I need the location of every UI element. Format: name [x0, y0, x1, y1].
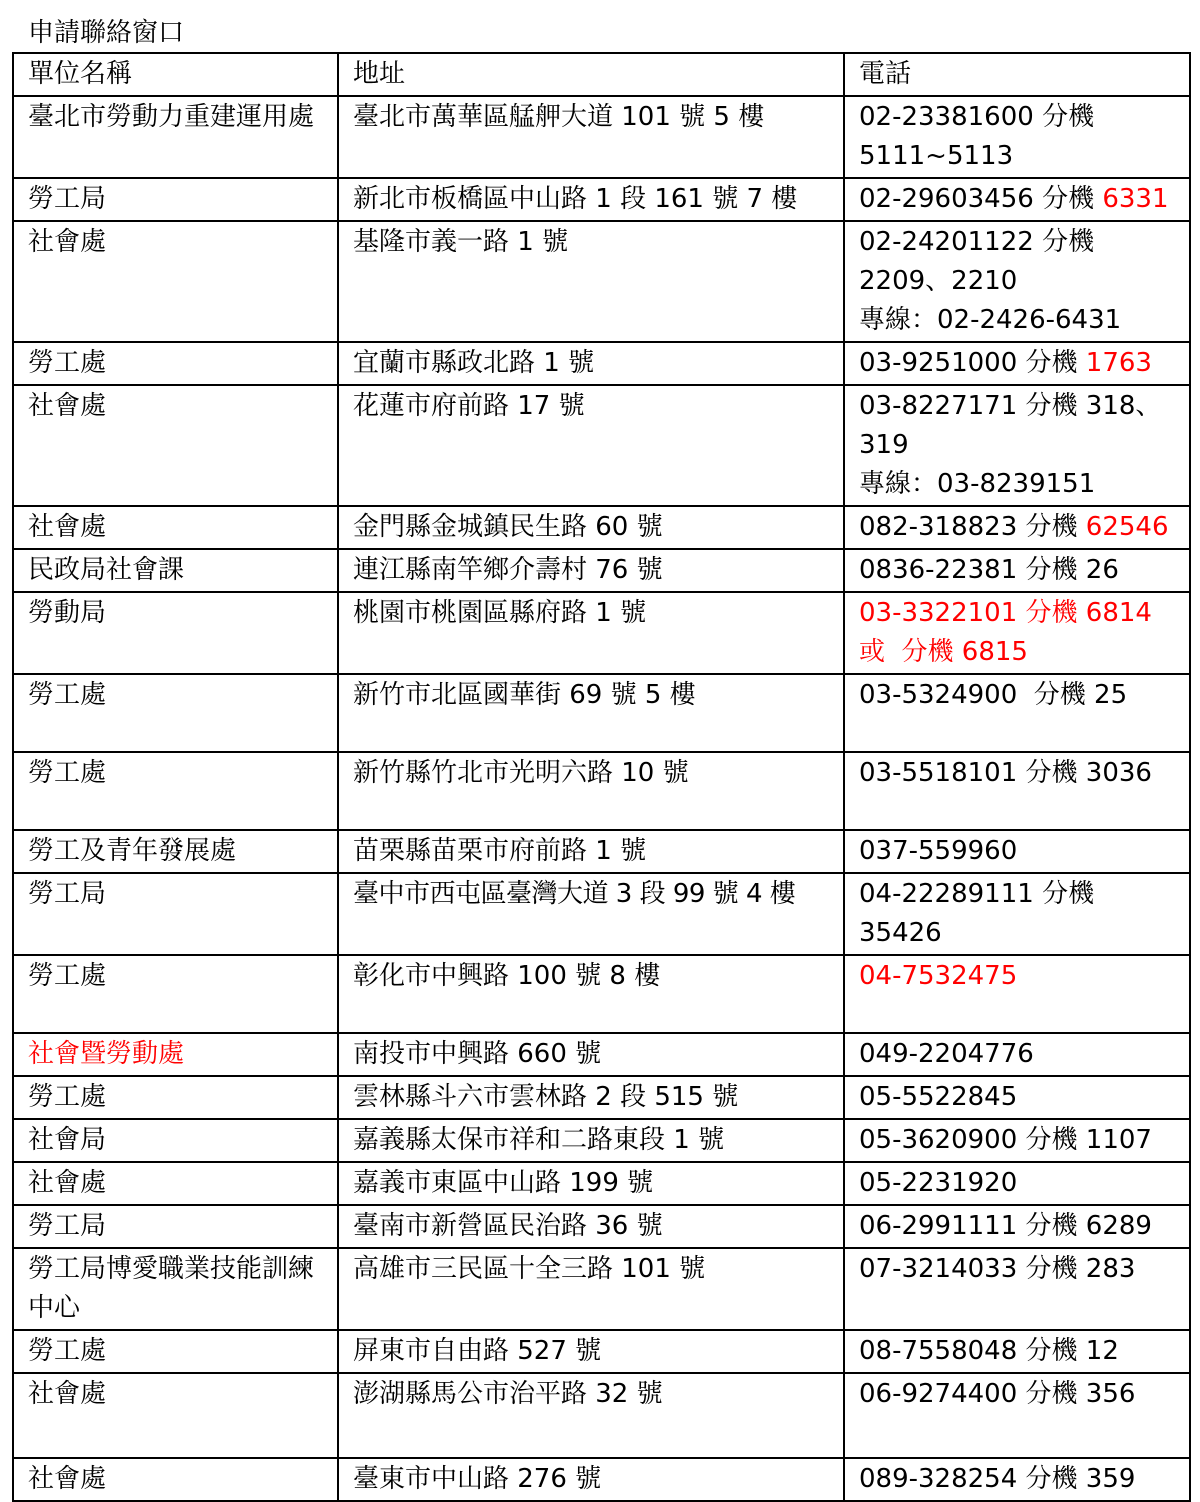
header-unit: 單位名稱	[13, 53, 338, 96]
table-row	[13, 1033, 1190, 1076]
phone-line: 08-7558048 分機 12	[859, 1336, 1119, 1366]
address-cell: 臺東市中山路 276 號	[338, 1458, 844, 1501]
phone-line: 06-2991111 分機 6289	[859, 1211, 1152, 1241]
unit-cell: 勞動局	[13, 592, 338, 674]
unit-cell: 勞工局博愛職業技能訓練中心	[13, 1248, 338, 1330]
address-cell: 嘉義市東區中山路 199 號	[338, 1162, 844, 1205]
unit-cell: 勞工處	[13, 1330, 338, 1373]
phone-line: 05-3620900 分機 1107	[859, 1125, 1152, 1155]
table-row	[13, 752, 1190, 830]
address-cell: 雲林縣斗六市雲林路 2 段 515 號	[338, 1076, 844, 1119]
phone-line: 037-559960	[859, 836, 1018, 866]
header-phone: 電話	[844, 53, 1190, 96]
phone-cell	[844, 342, 1190, 385]
phone-hotline: 專線：02-2426-6431	[859, 305, 1122, 335]
phone-cell	[844, 96, 1190, 178]
address-cell: 臺中市西屯區臺灣大道 3 段 99 號 4 樓	[338, 873, 844, 955]
table-row	[13, 178, 1190, 221]
phone-cell	[844, 1248, 1190, 1330]
phone-line-highlight: 04-7532475	[859, 961, 1018, 991]
address-cell: 澎湖縣馬公市治平路 32 號	[338, 1373, 844, 1458]
unit-cell: 勞工局	[13, 1205, 338, 1248]
phone-cell	[844, 1458, 1190, 1501]
phone-cell	[844, 1373, 1190, 1458]
address-cell: 新竹縣竹北市光明六路 10 號	[338, 752, 844, 830]
phone-line: 05-2231920	[859, 1168, 1018, 1198]
table-row	[13, 1162, 1190, 1205]
unit-cell: 勞工處	[13, 674, 338, 752]
unit-cell: 勞工處	[13, 1076, 338, 1119]
table-header-row	[13, 53, 1190, 96]
address-cell: 彰化市中興路 100 號 8 樓	[338, 955, 844, 1033]
phone-line: 02-29603456 分機	[859, 184, 1103, 214]
unit-cell-highlight: 社會暨勞動處	[13, 1033, 338, 1076]
table-row	[13, 1458, 1190, 1501]
table-row	[13, 873, 1190, 955]
address-cell: 新竹市北區國華街 69 號 5 樓	[338, 674, 844, 752]
address-cell: 南投市中興路 660 號	[338, 1033, 844, 1076]
phone-line: 03-5324900 分機 25	[859, 680, 1128, 710]
phone-line: 02-23381600 分機 5111~5113	[859, 102, 1095, 171]
phone-cell	[844, 1076, 1190, 1119]
phone-line: 05-5522845	[859, 1082, 1018, 1112]
address-cell: 金門縣金城鎮民生路 60 號	[338, 506, 844, 549]
table-row	[13, 955, 1190, 1033]
phone-cell	[844, 1205, 1190, 1248]
phone-extension-highlight: 62546	[1085, 512, 1169, 542]
address-cell: 臺北市萬華區艋舺大道 101 號 5 樓	[338, 96, 844, 178]
phone-cell	[844, 178, 1190, 221]
unit-cell: 社會處	[13, 1373, 338, 1458]
table-row	[13, 1373, 1190, 1458]
phone-cell	[844, 752, 1190, 830]
table-row	[13, 1076, 1190, 1119]
address-cell: 臺南市新營區民治路 36 號	[338, 1205, 844, 1248]
unit-cell: 勞工及青年發展處	[13, 830, 338, 873]
phone-line: 02-24201122 分機 2209、2210	[859, 227, 1095, 296]
address-cell: 屏東市自由路 527 號	[338, 1330, 844, 1373]
phone-cell	[844, 592, 1190, 674]
table-row	[13, 1330, 1190, 1373]
unit-cell: 勞工處	[13, 955, 338, 1033]
unit-cell: 社會局	[13, 1119, 338, 1162]
address-cell: 花蓮市府前路 17 號	[338, 385, 844, 506]
header-address: 地址	[338, 53, 844, 96]
unit-cell: 勞工局	[13, 873, 338, 955]
phone-cell	[844, 1033, 1190, 1076]
address-cell: 苗栗縣苗栗市府前路 1 號	[338, 830, 844, 873]
phone-line: 03-8227171 分機 318、319	[859, 391, 1162, 460]
unit-cell: 臺北市勞動力重建運用處	[13, 96, 338, 178]
phone-cell	[844, 674, 1190, 752]
phone-cell	[844, 385, 1190, 506]
phone-cell	[844, 1119, 1190, 1162]
table-row	[13, 1119, 1190, 1162]
unit-cell: 勞工局	[13, 178, 338, 221]
phone-cell	[844, 506, 1190, 549]
unit-cell: 社會處	[13, 1458, 338, 1501]
phone-hotline: 專線：03-8239151	[859, 469, 1096, 499]
table-row	[13, 506, 1190, 549]
phone-line: 07-3214033 分機 283	[859, 1254, 1136, 1284]
table-row	[13, 1248, 1190, 1330]
phone-line: 089-328254 分機 359	[859, 1464, 1136, 1494]
phone-line-highlight: 03-3322101 分機 6814	[859, 598, 1152, 628]
phone-line: 082-318823 分機	[859, 512, 1086, 542]
phone-line-highlight: 或 分機 6815	[859, 637, 1028, 667]
table-row	[13, 221, 1190, 342]
phone-cell	[844, 1162, 1190, 1205]
address-cell: 宜蘭市縣政北路 1 號	[338, 342, 844, 385]
unit-cell: 民政局社會課	[13, 549, 338, 592]
phone-extension-highlight: 1763	[1085, 348, 1152, 378]
unit-cell: 社會處	[13, 1162, 338, 1205]
table-row	[13, 830, 1190, 873]
phone-cell	[844, 221, 1190, 342]
address-cell: 嘉義縣太保市祥和二路東段 1 號	[338, 1119, 844, 1162]
table-row	[13, 674, 1190, 752]
page-title: 申請聯絡窗口	[28, 18, 185, 48]
unit-cell: 社會處	[13, 221, 338, 342]
address-cell: 高雄市三民區十全三路 101 號	[338, 1248, 844, 1330]
address-cell: 基隆市義一路 1 號	[338, 221, 844, 342]
phone-cell	[844, 1330, 1190, 1373]
phone-line: 06-9274400 分機 356	[859, 1379, 1136, 1409]
unit-cell: 勞工處	[13, 752, 338, 830]
address-cell: 新北市板橋區中山路 1 段 161 號 7 樓	[338, 178, 844, 221]
table-row	[13, 1205, 1190, 1248]
unit-cell: 勞工處	[13, 342, 338, 385]
phone-line: 03-9251000 分機	[859, 348, 1086, 378]
phone-line: 049-2204776	[859, 1039, 1034, 1069]
table-row	[13, 342, 1190, 385]
phone-cell	[844, 830, 1190, 873]
table-row	[13, 385, 1190, 506]
phone-line: 04-22289111 分機 35426	[859, 879, 1095, 948]
table-row	[13, 96, 1190, 178]
phone-cell	[844, 955, 1190, 1033]
phone-cell	[844, 549, 1190, 592]
phone-extension-highlight: 6331	[1102, 184, 1169, 214]
phone-line: 0836-22381 分機 26	[859, 555, 1119, 585]
table-row	[13, 549, 1190, 592]
unit-cell: 社會處	[13, 385, 338, 506]
address-cell: 連江縣南竿鄉介壽村 76 號	[338, 549, 844, 592]
phone-line: 03-5518101 分機 3036	[859, 758, 1152, 788]
table-row	[13, 592, 1190, 674]
contact-table	[12, 52, 1191, 1502]
address-cell: 桃園市桃園區縣府路 1 號	[338, 592, 844, 674]
phone-cell	[844, 873, 1190, 955]
unit-cell: 社會處	[13, 506, 338, 549]
